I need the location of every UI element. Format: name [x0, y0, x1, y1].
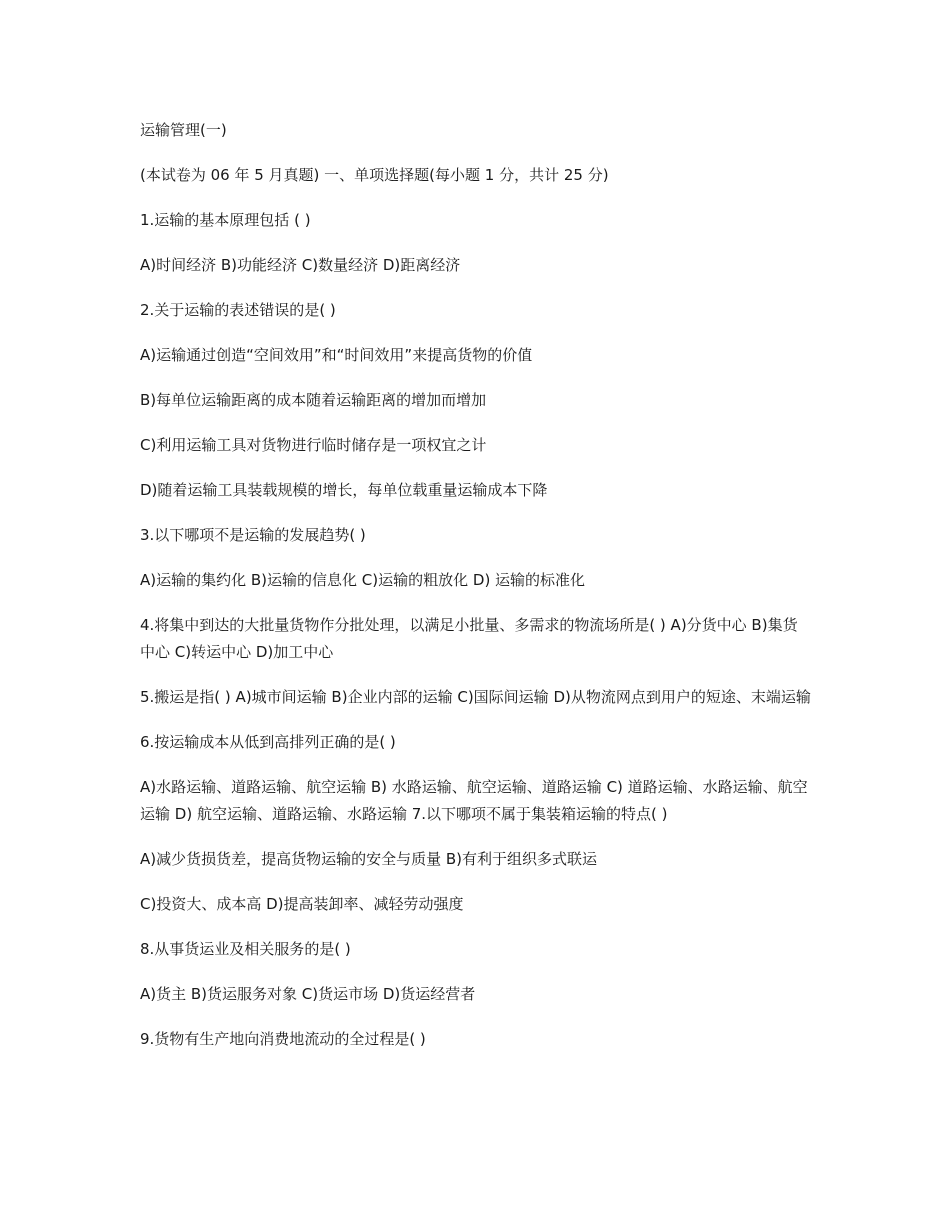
question-1: 1.运输的基本原理包括 ( )	[140, 211, 311, 229]
question-2-option-d: D)随着运输工具装载规模的增长，每单位载重量运输成本下降	[140, 481, 548, 499]
question-6: 6.按运输成本从低到高排列正确的是( )	[140, 733, 396, 751]
question-5: 5.搬运是指( ) A)城市间运输 B)企业内部的运输 C)国际间运输 D)从物流网点到用户的短途、末端运输	[140, 688, 811, 706]
question-7-options-ab: A)减少货损货差，提高货物运输的安全与质量 B)有利于组织多式联运	[140, 850, 598, 868]
question-2: 2.关于运输的表述错误的是( )	[140, 301, 336, 319]
question-2-option-b: B)每单位运输距离的成本随着运输距离的增加而增加	[140, 391, 487, 409]
question-2-option-a: A)运输通过创造“空间效用”和“时间效用”来提高货物的价值	[140, 346, 533, 364]
exam-header: (本试卷为 06 年 5 月真题) 一、单项选择题(每小题 1 分，共计 25 分)	[140, 166, 609, 184]
document-title: 运输管理(一)	[140, 121, 227, 139]
question-1-options: A)时间经济 B)功能经济 C)数量经济 D)距离经济	[140, 256, 461, 274]
question-8: 8.从事货运业及相关服务的是( )	[140, 940, 351, 958]
question-2-option-c: C)利用运输工具对货物进行临时储存是一项权宜之计	[140, 436, 487, 454]
question-8-options: A)货主 B)货运服务对象 C)货运市场 D)货运经营者	[140, 985, 476, 1003]
question-3-options: A)运输的集约化 B)运输的信息化 C)运输的粗放化 D) 运输的标准化	[140, 571, 586, 589]
question-7-options-cd: C)投资大、成本高 D)提高装卸率、减轻劳动强度	[140, 895, 464, 913]
question-9: 9.货物有生产地向消费地流动的全过程是( )	[140, 1030, 426, 1048]
question-4: 4.将集中到达的大批量货物作分批处理，以满足小批量、多需求的物流场所是( ) A)分货中心 B)集货中心 C)转运中心 D)加工中心	[140, 616, 798, 661]
question-6-options: A)水路运输、道路运输、航空运输 B) 水路运输、航空运输、道路运输 C) 道路运输、水路运输、航空运输 D) 航空运输、道路运输、水路运输 7.以下哪项不属于集装箱运输的特点( )	[140, 778, 808, 823]
question-3: 3.以下哪项不是运输的发展趋势( )	[140, 526, 366, 544]
document-body	[140, 117, 812, 1071]
